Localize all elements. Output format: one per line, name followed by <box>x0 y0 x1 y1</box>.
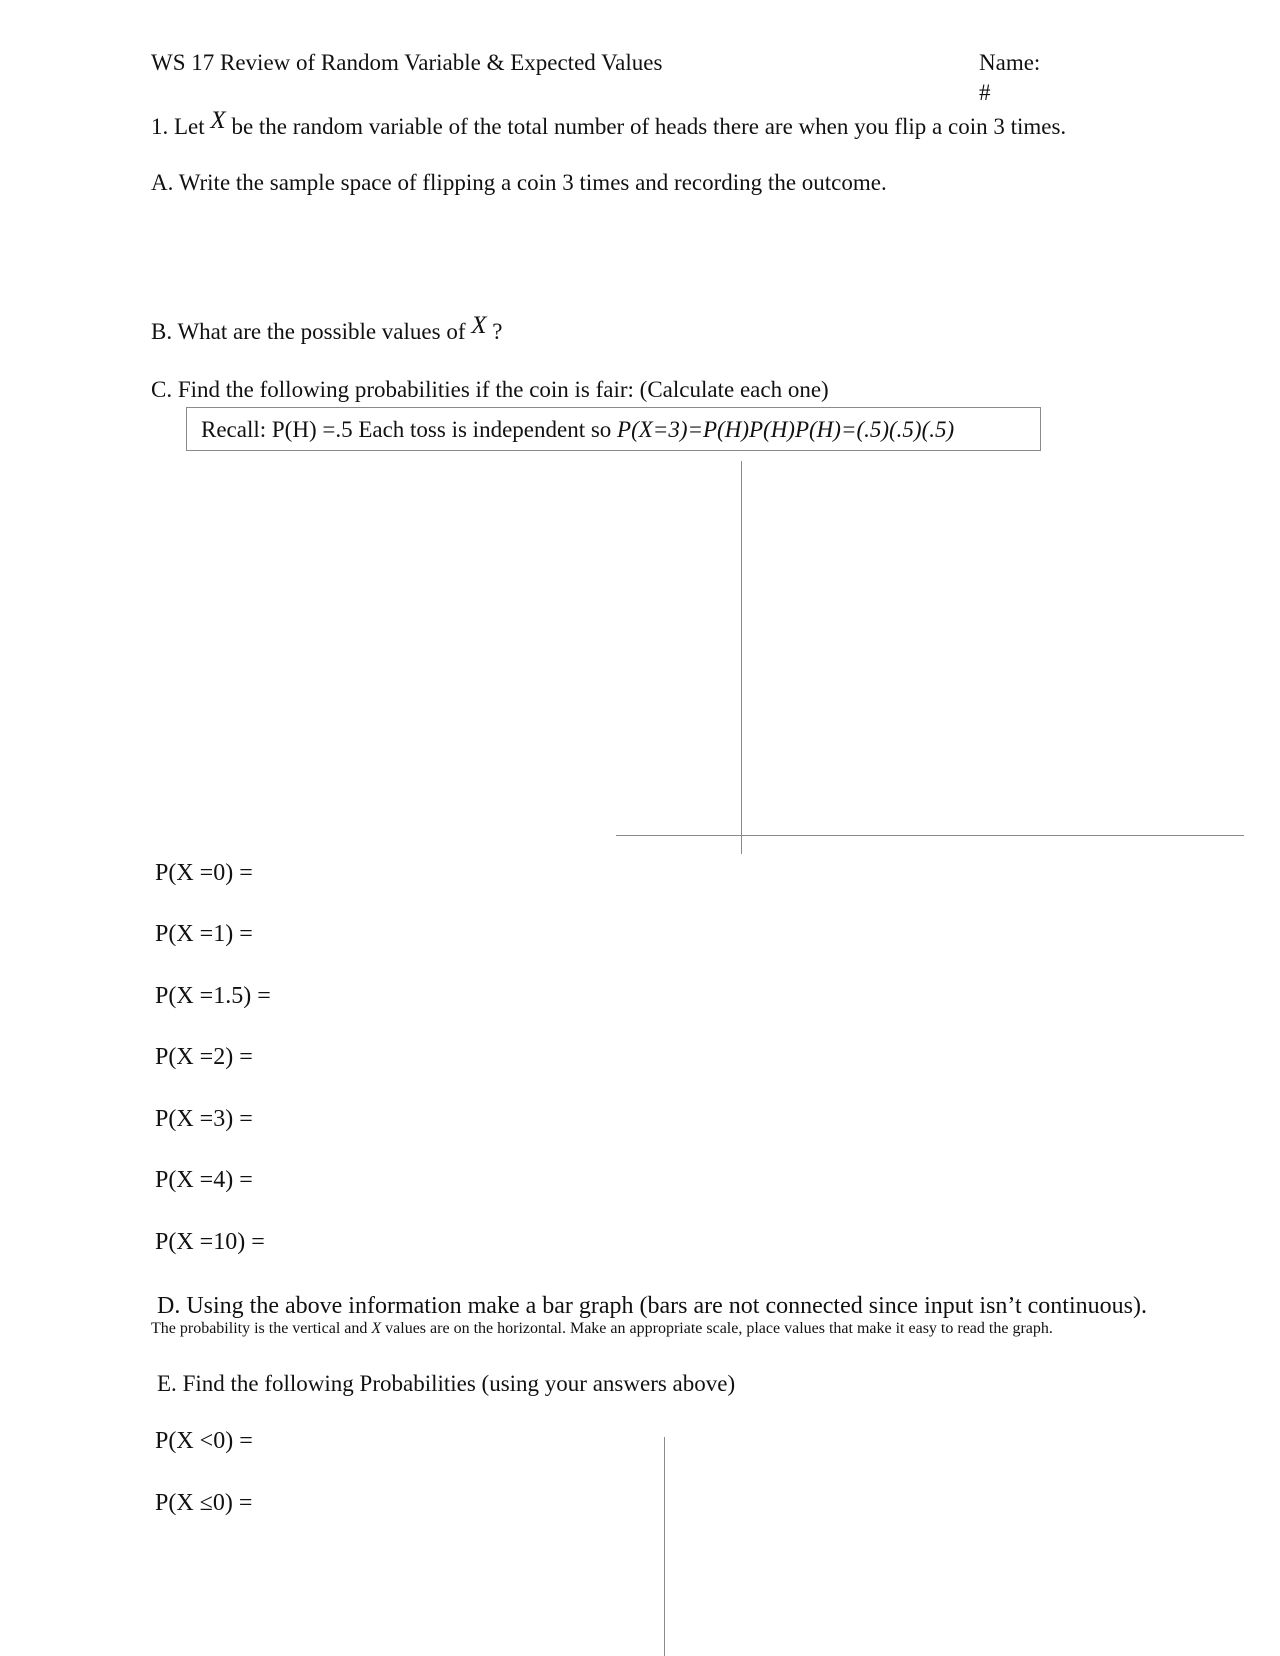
answer-divider-line <box>664 1437 665 1656</box>
name-label: Name: <box>979 50 1041 75</box>
part-c-label: C. <box>151 377 173 402</box>
probability-x-1-5: P(X =1.5) = <box>155 983 271 1009</box>
part-d <box>157 1294 1147 1318</box>
part-d-note-b: values are on the horizontal. Make an appropriate scale, place values that make it easy to read the graph. <box>381 1320 1053 1337</box>
part-d-note-a: The probability is the vertical and <box>151 1320 372 1337</box>
part-b-end: ? <box>492 319 503 344</box>
part-d-text: Using the above information make a bar graph (bars are not connected since input isn’t continuous). <box>186 1293 1147 1319</box>
random-variable-x: X <box>471 312 487 339</box>
part-c <box>151 378 829 401</box>
question-number: 1. <box>151 114 169 139</box>
question-lead: Let <box>174 114 205 139</box>
part-a-text: Write the sample space of flipping a coin 3 times and recording the outcome. <box>178 170 887 195</box>
part-b <box>151 312 503 344</box>
part-a-label: A. <box>151 170 174 195</box>
part-e <box>157 1372 735 1395</box>
part-e-label: E. <box>157 1371 177 1396</box>
part-d-note-variable: X <box>371 1320 382 1337</box>
random-variable-x: X <box>210 107 226 134</box>
probability-x-1: P(X =1) = <box>155 921 253 947</box>
probability-x-at-most-0: P(X ≤0) = <box>155 1490 253 1516</box>
probability-x-less-than-0: P(X <0) = <box>155 1428 253 1454</box>
recall-formula: P(X=3)=P(H)P(H)P(H)=(.5)(.5)(.5) <box>617 417 955 442</box>
probability-x-10: P(X =10) = <box>155 1229 265 1255</box>
probability-x-2: P(X =2) = <box>155 1044 253 1070</box>
probability-x-3: P(X =3) = <box>155 1106 253 1132</box>
part-b-label: B. <box>151 319 173 344</box>
part-d-label: D. <box>157 1293 181 1319</box>
graph-horizontal-axis <box>616 835 1244 836</box>
question-1 <box>151 107 1067 139</box>
graph-vertical-axis <box>741 461 742 854</box>
worksheet-title: WS 17 Review of Random Variable & Expected Values <box>151 50 663 75</box>
part-b-text: What are the possible values of <box>177 319 466 344</box>
recall-plain: Recall: P(H) =.5 Each toss is independent so <box>201 417 618 442</box>
probability-x-0: P(X =0) = <box>155 860 253 886</box>
probability-x-4: P(X =4) = <box>155 1167 253 1193</box>
number-label: # <box>979 80 991 105</box>
recall-text <box>201 418 954 441</box>
part-a <box>151 171 887 194</box>
part-c-text: Find the following probabilities if the coin is fair: (Calculate each one) <box>177 377 829 402</box>
recall-box <box>186 407 1041 451</box>
part-d-note <box>151 1321 1053 1337</box>
part-e-text: Find the following Probabilities (using your answers above) <box>182 1371 736 1396</box>
question-text: be the random variable of the total number of heads there are when you flip a coin 3 times. <box>231 114 1067 139</box>
